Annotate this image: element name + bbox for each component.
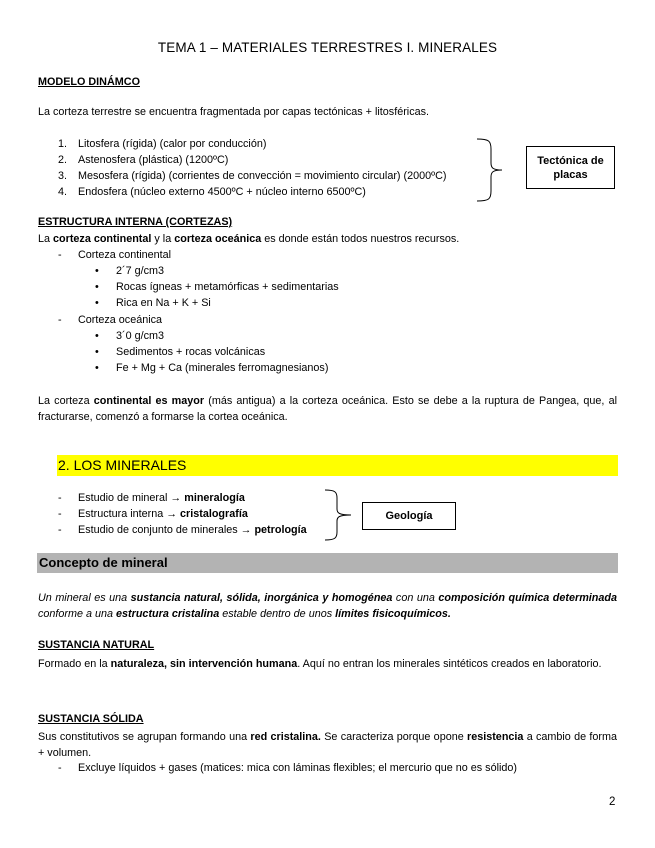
list-item	[0, 297, 400, 311]
list-item	[0, 524, 340, 538]
section-heading-concepto: Concepto de mineral	[39, 555, 168, 570]
estructura-paragraph: La corteza continental es mayor (más antigua) a la corteza oceánica. Esto se debe a la ruptura de Pangea, que, al fracturarse, comenzó a formarse la cortea oceánica.	[38, 395, 617, 423]
section-heading-natural: SUSTANCIA NATURAL	[38, 639, 155, 651]
section-heading-estructura: ESTRUCTURA INTERNA (CORTEZAS)	[38, 216, 233, 228]
list-item	[0, 265, 400, 279]
natural-paragraph: Formado en la naturaleza, sin intervención humana. Aquí no entran los minerales sintéticos creados en laboratorio.	[38, 658, 602, 670]
geologia-box: Geología	[362, 502, 456, 530]
list-number: 2.	[58, 154, 68, 166]
bullet-marker: •	[95, 297, 99, 309]
section-heading-solida: SUSTANCIA SÓLIDA	[38, 713, 144, 725]
list-item	[0, 492, 340, 506]
bullet-marker: •	[95, 330, 99, 342]
page-title: TEMA 1 – MATERIALES TERRESTRES I. MINERALES	[157, 40, 498, 55]
dash-marker: -	[58, 508, 62, 520]
list-text: Sedimentos + rocas volcánicas	[116, 346, 266, 358]
list-item	[0, 330, 400, 344]
list-item	[0, 762, 600, 776]
list-item	[0, 346, 400, 360]
list-number: 4.	[58, 186, 68, 198]
list-text: 2´7 g/cm3	[116, 265, 165, 277]
solida-paragraph: Sus constitutivos se agrupan formando una red cristalina. Se caracteriza porque opone resistencia a cambio de forma + volumen.	[38, 731, 617, 759]
mineral-definition: Un mineral es una sustancia natural, sólida, inorgánica y homogénea con una composición química determinada conforme a una estructura cristalina estable dentro de unos límites fisicoquímicos.	[38, 592, 618, 620]
list-item	[0, 362, 400, 376]
list-text: Rocas ígneas + metamórficas + sedimentarias	[116, 281, 339, 293]
list-text: Estructura interna → cristalografía	[78, 508, 248, 520]
list-text: Estudio de conjunto de minerales → petrología	[78, 524, 307, 536]
list-text: Fe + Mg + Ca (minerales ferromagnesianos)	[116, 362, 329, 374]
list-number: 3.	[58, 170, 68, 182]
list-item	[0, 281, 400, 295]
list-item	[0, 186, 520, 200]
list-text: Rica en Na + K + Si	[116, 297, 211, 309]
list-item	[0, 170, 520, 184]
section-heading-modelo: MODELO DINÁMCO	[38, 76, 140, 88]
corteza-continental-label: Corteza continental	[78, 249, 172, 261]
dash-marker: -	[58, 492, 62, 504]
list-item	[0, 314, 400, 328]
list-text: Litosfera (rígida) (calor por conducción)	[78, 138, 267, 150]
tectonica-box-line1: Tectónica de	[537, 154, 604, 167]
dash-marker: -	[58, 314, 62, 326]
dash-marker: -	[58, 249, 62, 261]
list-text: Mesosfera (rígida) (corrientes de convección = movimiento circular) (2000ºC)	[78, 170, 447, 182]
list-text: Excluye líquidos + gases (matices: mica con láminas flexibles; el mercurio que no es sólido)	[78, 762, 517, 774]
modelo-intro: La corteza terrestre se encuentra fragmentada por capas tectónicas + litosféricas.	[38, 106, 429, 118]
tectonica-box-line2: placas	[553, 168, 588, 181]
list-item	[0, 249, 400, 263]
list-text: 3´0 g/cm3	[116, 330, 165, 342]
section-heading-minerales: 2. LOS MINERALES	[58, 457, 187, 473]
list-item	[0, 138, 520, 152]
list-item	[0, 508, 340, 522]
curly-brace	[323, 488, 355, 542]
bullet-marker: •	[95, 281, 99, 293]
list-number: 1.	[58, 138, 68, 150]
corteza-oceanica-label: Corteza oceánica	[78, 314, 163, 326]
page-number: 2	[609, 796, 616, 808]
curly-brace	[475, 137, 505, 203]
bullet-marker: •	[95, 346, 99, 358]
list-text: Endosfera (núcleo externo 4500ºC + núcleo interno 6500ºC)	[78, 186, 366, 198]
list-text: Estudio de mineral → mineralogía	[78, 492, 245, 504]
dash-marker: -	[58, 524, 62, 536]
list-text: Astenosfera (plástica) (1200ºC)	[78, 154, 229, 166]
tectonica-box	[526, 146, 615, 189]
dash-marker: -	[58, 762, 62, 774]
bullet-marker: •	[95, 362, 99, 374]
list-item	[0, 154, 520, 168]
bullet-marker: •	[95, 265, 99, 277]
estructura-intro: La corteza continental y la corteza oceánica es donde están todos nuestros recursos.	[38, 233, 460, 245]
